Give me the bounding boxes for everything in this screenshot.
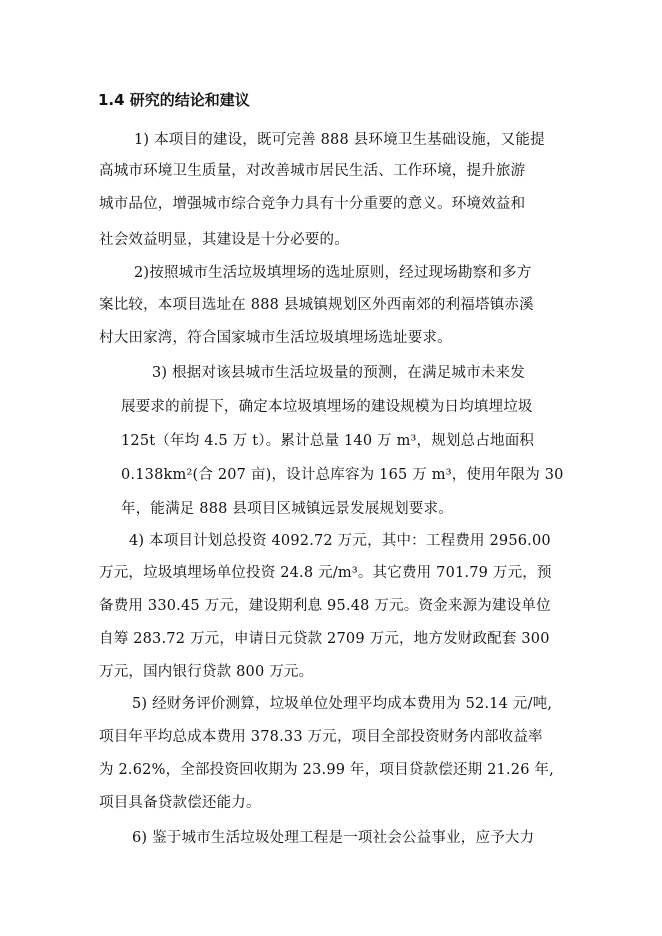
paragraph-2-line-2: 案比较，本项目选址在 888 县城镇规划区外西南郊的利福塔镇赤溪 [99, 297, 534, 313]
paragraph-3-line-2: 展要求的前提下，确定本垃圾填埋场的建设规模为日均填埋垃圾 [121, 399, 533, 415]
paragraph-3-line-5: 年，能满足 888 县项目区城镇远景发展规划要求。 [121, 501, 453, 517]
paragraph-3-line-4: 0.138km²(合 207 亩)，设计总库容为 165 万 m³，使用年限为 30 [121, 467, 564, 483]
paragraph-1-line-2: 高城市环境卫生质量，对改善城市居民生活、工作环境，提升旅游 [99, 163, 526, 179]
paragraph-4-line-1: 4) 本项目计划总投资 4092.72 万元，其中：工程费用 2956.00 [129, 533, 551, 549]
paragraph-1-line-1: 1) 本项目的建设，既可完善 888 县环境卫生基础设施，又能提 [134, 132, 545, 148]
paragraph-3-line-1: 3) 根据对该县城市生活垃圾量的预测，在满足城市未来发 [152, 365, 525, 381]
paragraph-5-line-3: 为 2.62%，全部投资回收期为 23.99 年，项目贷款偿还期 21.26 年, [99, 762, 554, 778]
paragraph-4-line-4: 自筹 283.72 万元，申请日元贷款 2709 万元，地方发财政配套 300 [99, 631, 550, 647]
paragraph-5-line-1: 5) 经财务评价测算，垃圾单位处理平均成本费用为 52.14 元/吨, [132, 696, 553, 712]
paragraph-6-line-1: 6) 鉴于城市生活垃圾处理工程是一项社会公益事业，应予大力 [132, 830, 535, 846]
section-heading: 1.4 研究的结论和建议 [98, 91, 250, 109]
paragraph-2-line-1: 2)按照城市生活垃圾填埋场的选址原则，经过现场勘察和多方 [134, 265, 532, 281]
paragraph-1-line-4: 社会效益明显，其建设是十分必要的。 [99, 232, 349, 248]
paragraph-4-line-3: 备费用 330.45 万元，建设期利息 95.48 万元。资金来源为建设单位 [99, 598, 551, 614]
paragraph-1-line-3: 城市品位，增强城市综合竞争力具有十分重要的意义。环境效益和 [99, 196, 526, 212]
paragraph-3-line-3: 125t（年均 4.5 万 t）。累计总量 140 万 m³，规划总占地面积 [121, 433, 535, 449]
paragraph-5-line-2: 项目年平均总成本费用 378.33 万元，项目全部投资财务内部收益率 [99, 729, 543, 745]
paragraph-5-line-4: 项目具备贷款偿还能力。 [99, 795, 261, 811]
paragraph-4-line-5: 万元，国内银行贷款 800 万元。 [99, 664, 314, 680]
paragraph-4-line-2: 万元，垃圾填埋场单位投资 24.8 元/m³。其它费用 701.79 万元，预 [99, 565, 552, 581]
paragraph-2-line-3: 村大田家湾，符合国家城市生活垃圾填埋场选址要求。 [99, 330, 452, 346]
